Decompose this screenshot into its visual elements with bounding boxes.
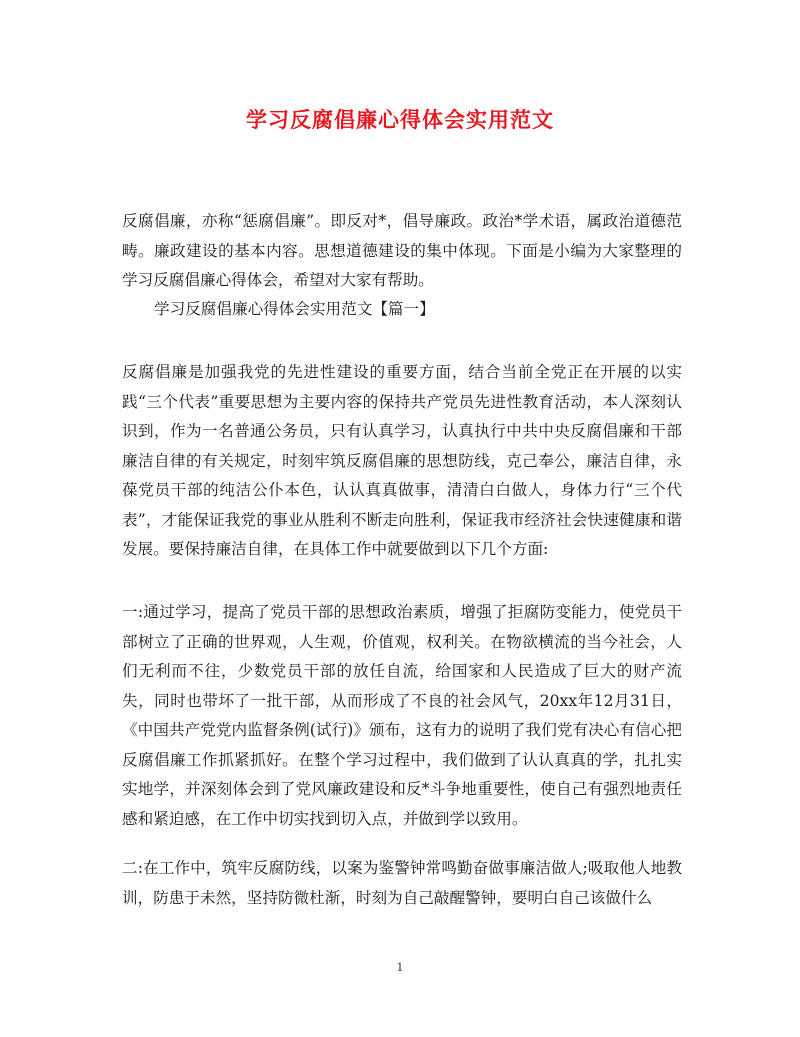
intro-paragraph: 反腐倡廉，亦称“惩腐倡廉”。即反对*，倡导廉政。政治*学术语，属政治道德范畴。廉政建设的基本内容。思想道德建设的集中体现。下面是小编为大家整理的学习反腐倡廉心得体会，希望对大家有帮助。 xyxy=(122,212,682,289)
body-paragraph-1: 反腐倡廉是加强我党的先进性建设的重要方面，结合当前全党正在开展的以实践“三个代表”重要思想为主要内容的保持共产党员先进性教育活动，本人深刻认识到，作为一名普通公务员，只有认真学习，认真执行中共中央反腐倡廉和干部廉洁自律的有关规定，时刻牢筑反腐倡廉的思想防线，克己奉公，廉洁自律，永葆党员干部的纯洁公仆本色，认认真真做事，清清白白做人，身体力行“三个代表”，才能保证我党的事业从胜利不断走向胜利，保证我市经济社会快速健康和谐发展。要保持廉洁自律，在具体工作中就要做到以下几个方面: xyxy=(122,363,682,558)
document-title: 学习反腐倡廉心得体会实用范文 xyxy=(246,107,554,132)
page-number: 1 xyxy=(396,961,404,974)
body-paragraph-2: 一:通过学习，提高了党员干部的思想政治素质，增强了拒腐防变能力，使党员干部树立了正确的世界观，人生观，价值观，权利关。在物欲横流的当今社会，人们无利而不往，少数党员干部的放任自流，给国家和人民造成了巨大的财产流失，同时也带坏了一批干部，从而形成了不良的社会风气，20xx年12月31日，《中国共产党党内监督条例(试行)》颁布，这有力的说明了我们党有决心有信心把反腐倡廉工作抓紧抓好。在整个学习过程中，我们做到了认认真真的学，扎扎实实地学，并深刻体会到了党风廉政建设和反*斗争地重要性，使自己有强烈地责任感和紧迫感，在工作中切实找到切入点，并做到学以致用。 xyxy=(122,603,682,828)
body-paragraph-3: 二:在工作中，筑牢反腐防线，以案为鉴警钟常鸣勤奋做事廉洁做人;吸取他人地教训，防患于未然，坚持防微杜渐，时刻为自己敲醒警钟，要明白自己该做什么 xyxy=(122,859,682,907)
section-heading: 学习反腐倡廉心得体会实用范文【篇一】 xyxy=(154,300,435,318)
